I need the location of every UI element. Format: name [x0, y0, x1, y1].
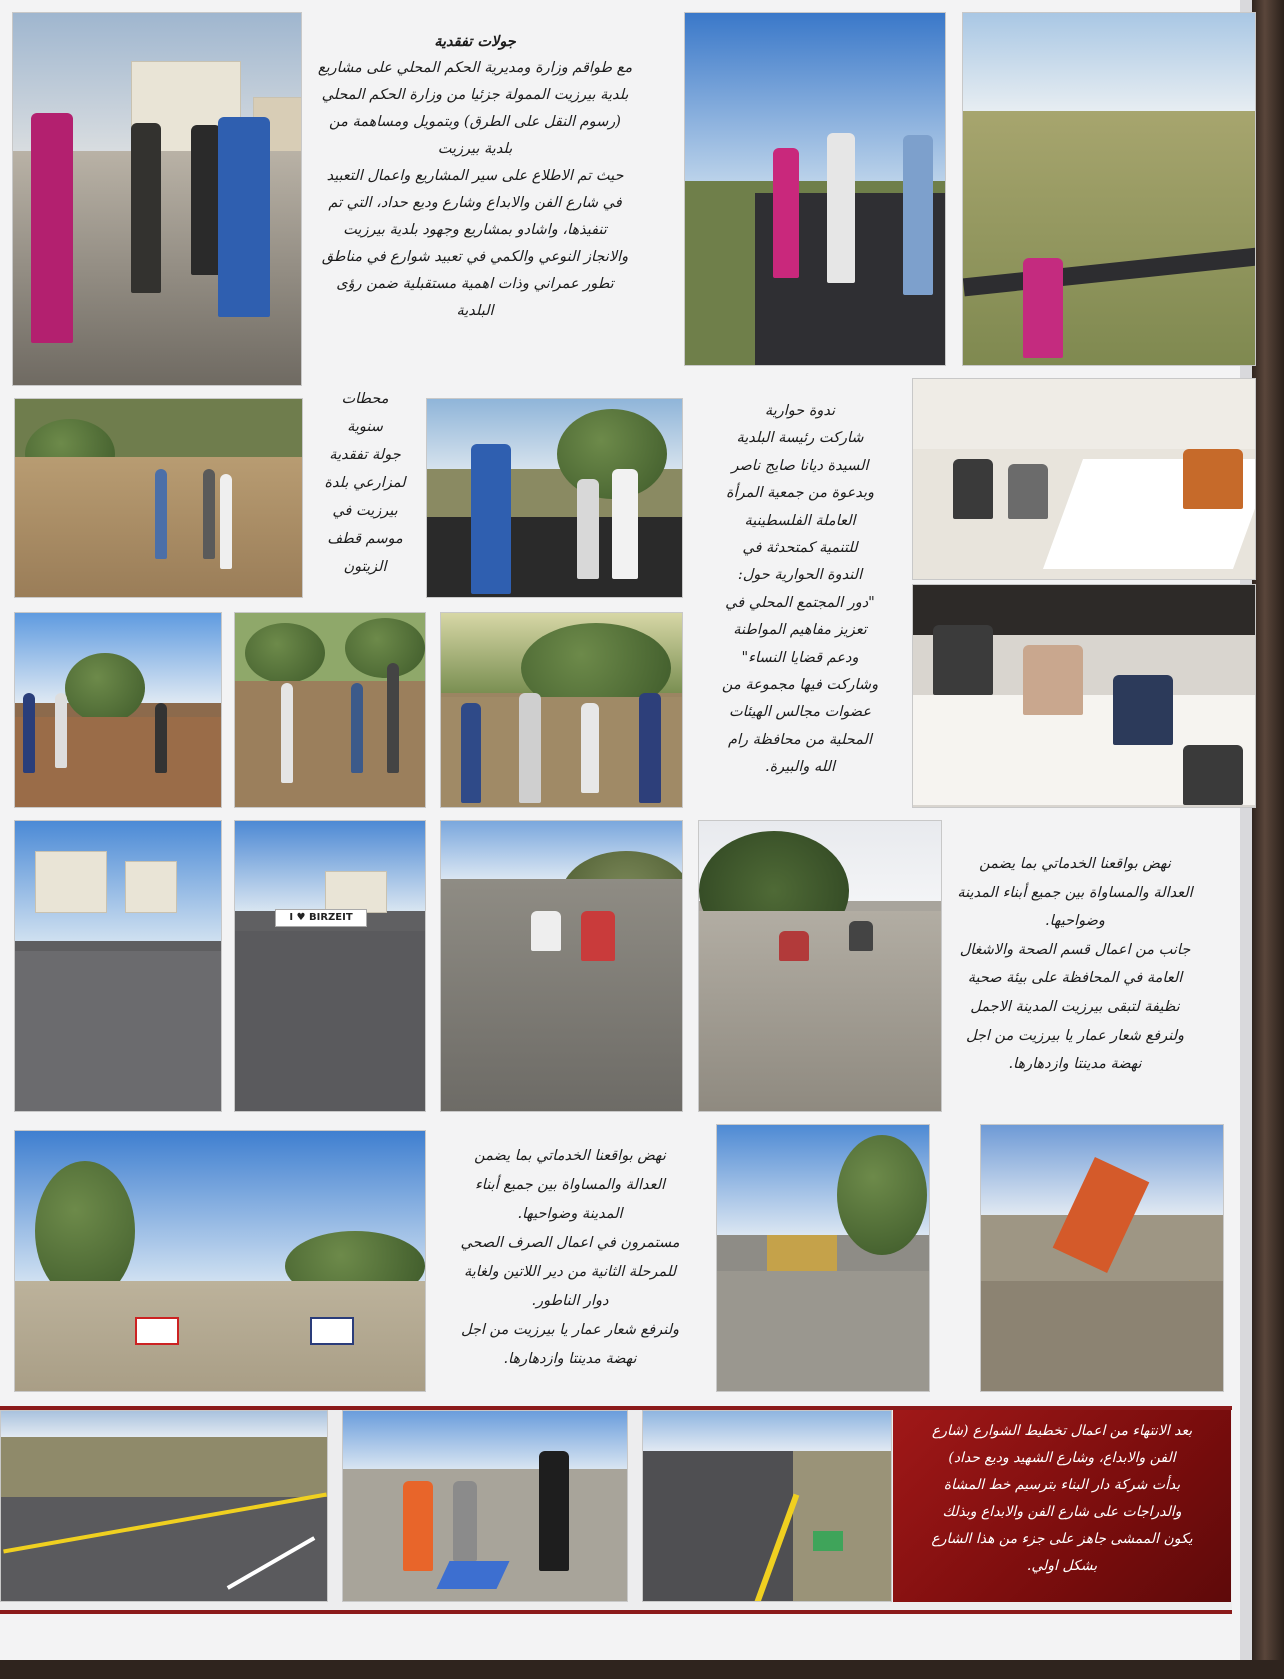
inspection-tours-line: (رسوم النقل على الطرق) وبتمويل ومساهمة من — [329, 114, 621, 130]
photo-olive-group-3 — [440, 612, 683, 808]
photo-seminar-table — [912, 584, 1256, 808]
road-marking-line: بعد الانتهاء من اعمال تخطيط الشوارع (شارع — [931, 1423, 1193, 1439]
photo-painting-crosswalk — [342, 1410, 628, 1602]
cleanup-line: نهض بواقعنا الخدماتي بما يضمن — [979, 856, 1171, 872]
olive-visits-line: بيرزيت في — [332, 503, 398, 519]
photo-new-paved-road — [684, 12, 946, 366]
road-marking-line: بدأت شركة دار البناء بترسيم خط المشاة — [943, 1477, 1181, 1493]
seminar-line: العاملة الفلسطينية — [744, 512, 856, 529]
sewage-line: المدينة وضواحيها. — [517, 1206, 623, 1222]
cleanup-line: ولنرفع شعار عمار يا بيرزيت من اجل — [965, 1027, 1185, 1044]
seminar-line: "دور المجتمع المحلي في — [725, 594, 875, 611]
sewage-line: دوار الناطور. — [531, 1293, 609, 1309]
cleanup-text — [950, 850, 1200, 1079]
road-marking-text — [893, 1410, 1231, 1602]
inspection-tours-text — [305, 28, 645, 325]
inspection-tours-line: في شارع الفن والابداع وشارع وديع حداد، التي تم — [328, 195, 622, 211]
cleanup-line: وضواحيها. — [1045, 913, 1105, 930]
inspection-tours-line: تطور عمراني وذات اهمية مستقبلية ضمن رؤى — [336, 276, 614, 292]
seminar-line: عضوات مجالس الهيئات — [728, 704, 871, 721]
photo-olive-farmers-1 — [14, 398, 303, 598]
inspection-tours-line: والانجاز النوعي والكمي في تعبيد شوارع في مناطق — [321, 249, 629, 265]
photo-excavator-trench — [980, 1124, 1224, 1392]
seminar-line: الله والبيرة. — [764, 759, 836, 776]
photo-cleaning-roadside — [440, 820, 683, 1112]
seminar-text — [700, 398, 900, 782]
seminar-line: ندوة حوارية — [764, 403, 836, 419]
photo-street-buildings — [14, 820, 222, 1112]
cleanup-line: نظيفة لتبقى بيرزيت المدينة الاجمل — [970, 998, 1180, 1015]
photo-curved-marked-road — [0, 1410, 328, 1602]
sewage-text — [440, 1142, 700, 1374]
photo-seminar-hall — [912, 378, 1256, 580]
olive-visits-line: الزيتون — [343, 559, 387, 575]
olive-visits-line: محطات — [341, 391, 389, 407]
inspection-tours-line: حيث تم الاطلاع على سير المشاريع واعمال التعبيد — [326, 168, 624, 184]
photo-road-with-bike-lane — [642, 1410, 892, 1602]
seminar-line: تعزيز مفاهيم المواطنة — [733, 622, 867, 639]
photo-cleaning-gravel-road — [698, 820, 942, 1112]
inspection-tours-line: بلدية بيرزيت — [437, 141, 513, 157]
seminar-line: وبدعوة من جمعية المرأة — [726, 485, 874, 502]
sewage-line: العدالة والمساواة بين جميع أبناء — [474, 1177, 666, 1193]
olive-visits-text — [315, 385, 415, 581]
cleanup-line: العدالة والمساواة بين جميع أبناء المدينة — [957, 884, 1193, 901]
page-edge-shadow — [1252, 0, 1284, 1679]
inspection-tours-line: البلدية — [456, 303, 494, 319]
seminar-line: وشاركت فيها مجموعة من — [721, 677, 879, 694]
seminar-line: للتنمية كمتحدثة في — [742, 540, 858, 557]
olive-visits-line: سنوية — [347, 419, 383, 435]
photo-olive-group-2 — [234, 612, 426, 808]
seminar-line: المحلية من محافظة رام — [728, 731, 872, 748]
sewage-line: مستمرون في اعمال الصرف الصحي — [460, 1235, 680, 1251]
birzeit-sign: I ♥ BIRZEIT — [275, 909, 367, 927]
olive-visits-line: لمزارعي بلدة — [324, 475, 406, 491]
photo-birzeit-sign-roundabout — [234, 820, 426, 1112]
inspection-tours-title: جولات تفقدية — [434, 33, 516, 50]
road-marking-line: والدراجات على شارع الفن والابداع وبذلك — [942, 1504, 1182, 1520]
photo-street-closure-signs — [14, 1130, 426, 1392]
cleanup-line: العامة في المحافظة على بيئة صحية — [967, 970, 1183, 987]
inspection-tours-line: تنفيذها، واشادو بمشاريع وجهود بلدية بيرزيت — [343, 222, 607, 238]
sewage-line: نهضة مدينتا وازدهارها. — [503, 1351, 637, 1367]
olive-visits-line: جولة تفقدية — [329, 447, 401, 463]
olive-visits-line: موسم قطف — [327, 531, 403, 547]
cleanup-line: جانب من اعمال قسم الصحة والاشغال — [959, 941, 1191, 958]
cleanup-line: نهضة مدينتا وازدهارها. — [1008, 1056, 1142, 1073]
sewage-line: للمرحلة الثانية من دير اللاتين ولغاية — [463, 1264, 677, 1280]
sewage-line: نهض بواقعنا الخدماتي بما يضمن — [474, 1148, 666, 1164]
page-bottom-edge — [0, 1660, 1284, 1679]
road-marking-line: يكون الممشى جاهز على جزء من هذا الشارع — [931, 1531, 1193, 1547]
photo-hillside-road-view — [962, 12, 1256, 366]
road-marking-line: بشكل اولي. — [1026, 1558, 1098, 1574]
road-marking-line: الفن والابداع، وشارع الشهيد وديع حداد) — [948, 1450, 1176, 1466]
inspection-tours-line: بلدية بيرزيت الممولة جزئيا من وزارة الحكم المحلي — [321, 87, 629, 103]
seminar-line: الندوة الحوارية حول: — [737, 567, 863, 584]
sewage-line: ولنرفع شعار عمار يا بيرزيت من اجل — [460, 1322, 680, 1338]
seminar-line: السيدة ديانا صايج ناصر — [731, 457, 869, 474]
seminar-line: ودعم قضايا النساء" — [741, 649, 859, 666]
seminar-line: شاركت رئيسة البلدية — [736, 430, 864, 447]
photo-olive-farmers-2 — [426, 398, 683, 598]
inspection-tours-line: مع طواقم وزارة ومديرية الحكم المحلي على مشاريع — [317, 60, 633, 76]
photo-bulldozer-sidewalk — [716, 1124, 930, 1392]
photo-olive-group-1 — [14, 612, 222, 808]
photo-officials-on-street — [12, 12, 302, 386]
